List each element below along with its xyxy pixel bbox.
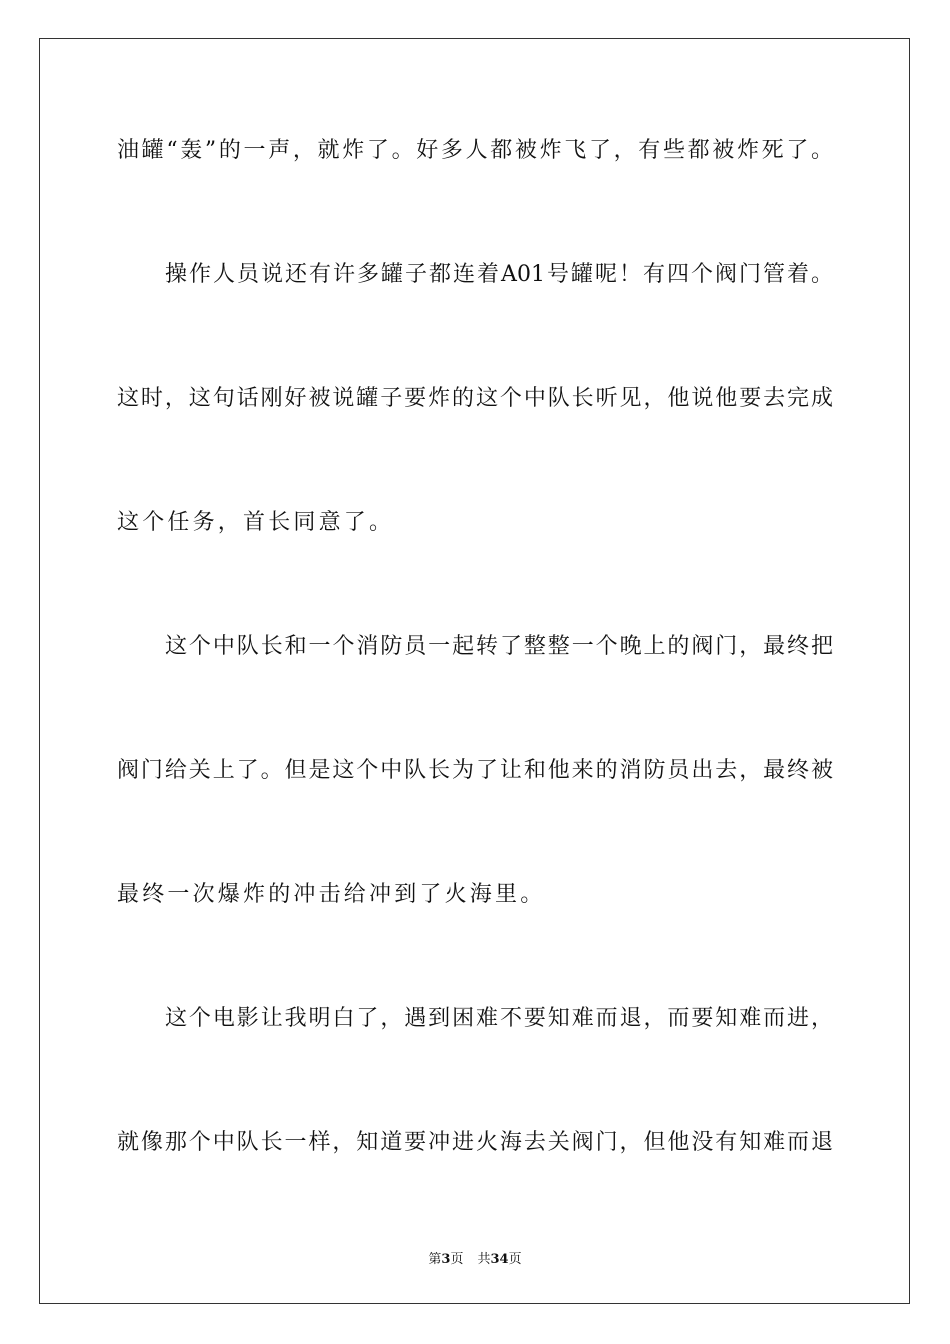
text-line-5: 这个中队长和一个消防员一起转了整整一个晚上的阀门，最终把 <box>165 634 833 659</box>
total-pages: 34 <box>490 1252 509 1267</box>
page-border <box>39 38 910 1304</box>
text-line-4: 这个任务，首长同意了。 <box>117 510 395 535</box>
page-footer <box>0 1248 950 1267</box>
text-line-3: 这时，这句话刚好被说罐子要炸的这个中队长听见，他说他要去完成 <box>117 386 833 411</box>
text-line-7: 最终一次爆炸的冲击给冲到了火海里。 <box>117 882 546 907</box>
total-prefix: 共 <box>477 1252 491 1267</box>
text-line-1: 油罐“轰”的一声，就炸了。好多人都被炸飞了，有些都被炸死了。 <box>117 138 833 163</box>
page-suffix: 页 <box>450 1252 464 1267</box>
text-line-2: 操作人员说还有许多罐子都连着A01号罐呢！有四个阀门管着。 <box>165 262 833 287</box>
total-suffix: 页 <box>508 1252 522 1267</box>
page-prefix: 第 <box>428 1252 442 1267</box>
page-number: 3 <box>441 1252 451 1267</box>
text-line-9: 就像那个中队长一样，知道要冲进火海去关阀门，但他没有知难而退 <box>117 1130 833 1155</box>
text-line-8: 这个电影让我明白了，遇到困难不要知难而退，而要知难而进， <box>165 1006 833 1031</box>
text-line-6: 阀门给关上了。但是这个中队长为了让和他来的消防员出去，最终被 <box>117 758 833 783</box>
